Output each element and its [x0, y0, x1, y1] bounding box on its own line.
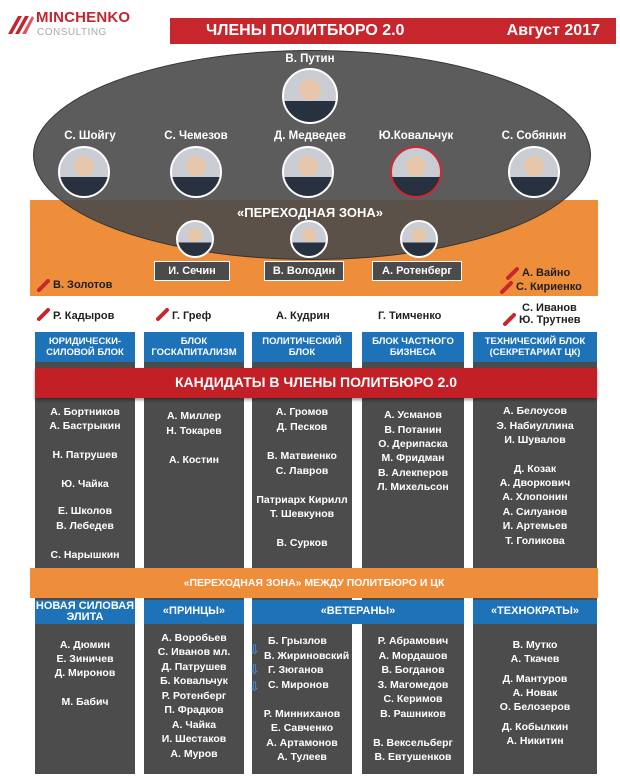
group-header: «ПРИНЦЫ» — [144, 600, 244, 624]
group-member-name: С. Керимов — [383, 693, 443, 705]
group-member-name: В. Рашников — [380, 708, 446, 720]
candidate-name: Э. Набиуллина — [496, 420, 574, 432]
member-name: Ю.Ковальчук — [378, 130, 454, 142]
up-arrow-icon — [500, 280, 514, 294]
group-member-name: Р. Абрамович — [377, 635, 449, 647]
side-name: В. Золотов — [53, 279, 113, 291]
block-header: БЛОК ЧАСТНОГО БИЗНЕСА — [362, 332, 464, 362]
member-name: С. Шойгу — [64, 130, 116, 142]
leader-name: В. Путин — [285, 53, 335, 65]
candidate-name: М. Фридман — [381, 452, 445, 464]
logo-subtitle: CONSULTING — [37, 27, 107, 38]
candidate-name: А. Белоусов — [503, 405, 567, 417]
candidate-name: А. Хлопонин — [502, 491, 568, 503]
side-name: Г. Тимченко — [378, 310, 442, 322]
side-name: С. Иванов — [522, 302, 577, 314]
group-member-name: Д. Миронов — [54, 667, 116, 679]
candidate-name: Е. Школов — [57, 505, 113, 517]
transition-zone-title: «ПЕРЕХОДНАЯ ЗОНА» — [237, 205, 383, 220]
candidate-name: И. Шувалов — [504, 434, 566, 446]
candidate-name: А. Усманов — [384, 409, 442, 421]
group-member-name: А. Чайка — [171, 719, 217, 731]
group-member-name: В. Мутко — [512, 639, 558, 651]
candidate-name: Патриарх Кирилл — [256, 494, 348, 506]
group-member-name: Г. Зюганов — [268, 664, 324, 676]
transition-name: В. Володин — [264, 261, 344, 281]
transition-name: А. Ротенберг — [372, 261, 462, 281]
member-name: С. Чемезов — [164, 130, 228, 142]
candidate-name: А. Костин — [169, 454, 219, 466]
group-member-name: В. Богданов — [381, 664, 445, 676]
transition-photo — [176, 220, 214, 258]
candidate-name: В. Алекперов — [377, 467, 449, 479]
up-arrow-icon — [37, 307, 51, 321]
member-photo — [508, 146, 560, 198]
candidate-name: Т. Голикова — [505, 535, 565, 547]
candidate-name: С. Нарышкин — [50, 549, 120, 561]
up-arrow-icon — [503, 312, 517, 326]
candidate-name: А. Дворкович — [499, 477, 571, 489]
group-member-name: З. Магомедов — [377, 679, 449, 691]
candidate-name: О. Дерипаска — [378, 438, 448, 450]
candidate-name: Т. Шевкунов — [269, 508, 335, 520]
candidate-name: Д. Козак — [513, 463, 557, 475]
member-photo — [58, 146, 110, 198]
member-photo — [170, 146, 222, 198]
up-arrow-icon — [156, 307, 170, 321]
group-member-name: Е. Савченко — [270, 722, 334, 734]
group-member-name: Е. Зиничев — [56, 653, 114, 665]
block-header: ЮРИДИЧЕСКИ-СИЛОВОЙ БЛОК — [35, 332, 135, 362]
group-member-name: А. Ткачев — [510, 653, 560, 665]
logo-mark-icon — [8, 10, 34, 36]
candidate-name: Д. Песков — [276, 421, 328, 433]
candidate-name: А. Силуанов — [502, 506, 568, 518]
group-member-name: В. Вексельберг — [373, 737, 453, 749]
group-member-name: Р. Ротенберг — [161, 690, 227, 702]
group-member-name: Р. Минниханов — [263, 708, 341, 720]
date-label: Август 2017 — [506, 22, 600, 39]
side-name: С. Кириенко — [516, 281, 582, 293]
group-member-name: А. Муров — [170, 748, 218, 760]
group-member-name: А. Воробьев — [161, 632, 227, 644]
group-member-name: А. Новак — [512, 687, 558, 699]
group-member-name: Д. Мантуров — [502, 673, 568, 685]
group-member-name: А. Никитин — [506, 735, 564, 747]
title-bar — [170, 18, 616, 44]
leader-photo — [282, 68, 338, 124]
group-member-name: А. Тулеев — [277, 751, 327, 763]
group-member-name: А. Дюмин — [59, 639, 111, 651]
group-member-name: И. Шестаков — [161, 733, 227, 745]
up-arrow-icon — [37, 278, 51, 292]
group-member-name: Д. Патрушев — [161, 661, 227, 673]
candidate-name: Л. Михельсон — [377, 481, 449, 493]
group-member-name: В. Жириновский — [264, 650, 350, 662]
candidate-name: А. Миллер — [166, 410, 222, 422]
page-title: ЧЛЕНЫ ПОЛИТБЮРО 2.0 — [206, 22, 405, 39]
candidate-name: А. Бортников — [50, 406, 120, 418]
candidate-name: Ю. Чайка — [61, 478, 109, 490]
group-member-name: А. Мордашов — [378, 650, 448, 662]
candidate-name: В. Матвиенко — [267, 450, 337, 462]
block-header: ПОЛИТИЧЕСКИЙ БЛОК — [252, 332, 352, 362]
candidate-name: А. Громов — [275, 406, 329, 418]
candidates-band: КАНДИДАТЫ В ЧЛЕНЫ ПОЛИТБЮРО 2.0 — [35, 368, 597, 398]
member-name: Д. Медведев — [274, 130, 346, 142]
block-header: БЛОК ГОСКАПИТАЛИЗМ — [144, 332, 244, 362]
transition-zone-2-band: «ПЕРЕХОДНАЯ ЗОНА» МЕЖДУ ПОЛИТБЮРО И ЦК — [30, 568, 598, 598]
group-member-name: А. Артамонов — [266, 737, 338, 749]
group-header: «ВЕТЕРАНЫ» — [252, 600, 464, 624]
candidate-name: В. Потанин — [384, 424, 442, 436]
side-name: Г. Греф — [172, 310, 212, 322]
group-member-name: С. Миронов — [268, 679, 329, 691]
member-photo — [390, 146, 442, 198]
candidate-name: Н. Токарев — [166, 425, 222, 437]
transition-name: И. Сечин — [154, 261, 230, 281]
candidate-name: И. Артемьев — [502, 520, 568, 532]
group-header: НОВАЯ СИЛОВАЯ ЭЛИТА — [35, 600, 135, 623]
group-member-name: Б. Ковальчук — [160, 675, 228, 687]
group-header: «ТЕХНОКРАТЫ» — [473, 600, 597, 624]
group-member-name: Д. Кобылкин — [501, 721, 569, 733]
down-arrow-icon: ⇩ — [249, 643, 260, 658]
side-name: А. Кудрин — [276, 310, 330, 322]
transition-photo — [400, 220, 438, 258]
block-header: ТЕХНИЧЕСКИЙ БЛОК (СЕКРЕТАРИАТ ЦК) — [473, 332, 597, 362]
group-member-name: М. Бабич — [61, 696, 109, 708]
down-arrow-icon: ⇩ — [249, 663, 260, 678]
group-member-name: В. Евтушенков — [374, 751, 452, 763]
candidate-name: В. Сурков — [276, 537, 328, 549]
candidate-name: С. Лавров — [275, 465, 329, 477]
logo-name: MINCHENKO — [36, 9, 131, 26]
down-arrow-icon: ⇩ — [249, 680, 260, 695]
side-name: Ю. Трутнев — [519, 314, 581, 326]
side-name: А. Вайно — [522, 267, 571, 279]
side-name: Р. Кадыров — [53, 310, 115, 322]
group-member-name: П. Фрадков — [164, 704, 224, 716]
group-member-name: Б. Грызлов — [268, 635, 327, 647]
candidate-name: В. Лебедев — [56, 520, 114, 532]
member-name: С. Собянин — [501, 130, 567, 142]
group-member-name: С. Иванов мл. — [157, 646, 231, 658]
candidate-name: А. Бастрыкин — [49, 420, 121, 432]
group-member-name: О. Белозеров — [499, 701, 571, 713]
candidate-name: Н. Патрушев — [52, 449, 118, 461]
transition-photo — [290, 220, 328, 258]
up-arrow-icon — [506, 266, 520, 280]
minchenko-logo — [8, 4, 168, 46]
member-photo — [282, 146, 334, 198]
